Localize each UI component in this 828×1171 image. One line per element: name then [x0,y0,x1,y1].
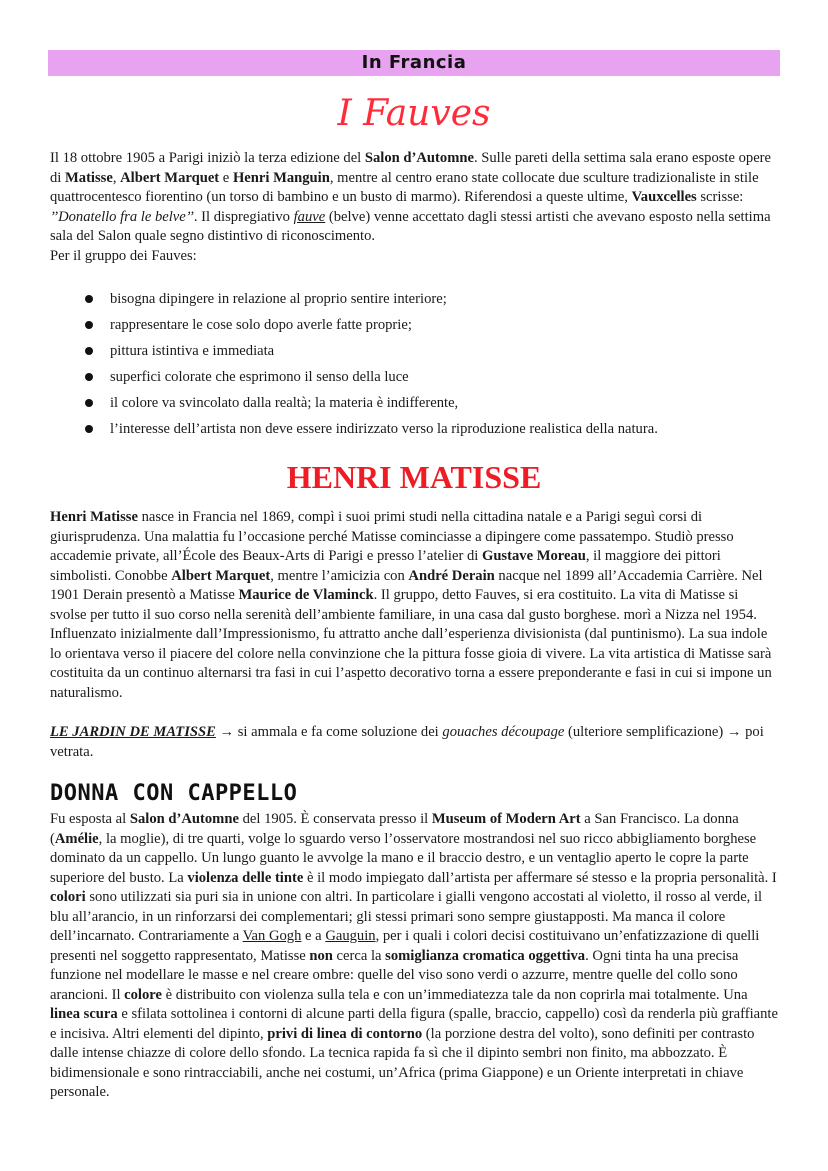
intro-paragraph [50,149,778,266]
bold-span: linea scura [50,1006,118,1022]
list-item: rappresentare le cose solo dopo averle fatte proprie; [85,316,775,342]
text-span: e a [301,928,326,944]
text-span: e sfilata sottolinea i contorni di alcune parti della figura (spalle, braccio, cappello) così da renderla più graffiante e incisiva. Altri elementi del dipinto, [50,1006,778,1042]
bold-span: Salon d’Automne [364,150,474,166]
bold-span: Museum of Modern Art [431,811,581,827]
text-span: cerca la [332,947,386,964]
text-span: (la porzione destra del volto), sono definiti per contrasto dalle intense chiazze di colore dello sfondo. La tecnica rapida fa sì che il dipinto sembri non finito, ma abbozzato. È bidimensionale e sono rintracciabili, anche nei costumi, un’Africa (prima Giappone) e un Oriente interpretati in chiave personale. [50,1025,755,1100]
donna-description [50,810,778,1103]
section-banner [48,50,780,76]
keyword-fauve: fauve [293,208,326,225]
text-span: → si ammala e fa come soluzione dei [215,724,443,740]
bold-span: violenza delle tinte [187,869,304,886]
bold-span: Vauxcelles [631,189,697,205]
text-span: , il maggiore dei pittori simbolisti. Conobbe [50,548,721,584]
jardin-note [50,722,778,762]
text-span: Fu esposta al [50,811,130,827]
text-span: a San Francisco. La donna ( [50,811,739,847]
list-item: bisogna dipingere in relazione al proprio sentire interiore; [85,290,775,316]
text-span: è distribuito con violenza sulla tela e con un’immediatezza tale da non coprirla mai totalmente. Una [161,986,748,1003]
bold-span: colori [50,889,86,905]
bold-span: Henri Matisse [50,509,138,525]
italic-span: gouaches découpage [442,724,565,740]
text-span: Influenzato inizialmente dall’Impressionismo, fu attratto anche dall’esperienza divisionista (dal puntinismo). La sua indole lo orientava verso il piacere del colore nella convinzione che la pittura fosse gioia di vivere. La vita artistica di Matisse sarà costituita da un continuo alternarsi tra fasi in cui l’aspetto decorativo torna a essere preponderante e fasi in cui si impone un naturalismo. [50,626,772,701]
text-span: Il 18 ottobre 1905 a Parigi iniziò la terza edizione del [50,150,365,166]
text-span: nacque nel 1899 all’Accademia Carrière. Nel 1901 Derain presentò a Matisse [50,567,763,603]
matisse-biography [50,508,778,703]
bold-span: Albert Marquet [171,567,271,584]
bold-span: Maurice de Vlaminck [238,587,374,603]
bold-span: Matisse [65,169,113,186]
bold-span: Amélie [54,830,99,847]
bold-span: Gustave Moreau [481,548,586,564]
fauves-principles-list [85,290,775,446]
text-span: è il modo impiegato dall’artista per affermare sé stesso e la propria personalità. I [303,869,777,886]
bold-span: somiglianza cromatica oggettiva [385,947,586,964]
list-intro: Per il gruppo dei Fauves: [50,247,197,264]
banner-title: In Francia [361,52,467,73]
bold-span: André Derain [408,567,495,584]
bold-span: Albert Marquet [120,169,220,186]
text-span: del 1905. È conservata presso il [238,811,432,827]
text-span: sono utilizzati sia puri sia in unione con altri. In particolare i gialli vengono accostati al violetto, il rosso al verde, il blu all’arancio, in un rinforzarsi dei complementari; gli stessi primari sono sempre giustapposti. Ma manca il colore dell’incarnato. Contrariamente a [50,889,763,944]
text-span: (ulteriore semplificazione) → poi vetrata. [50,724,764,760]
bold-span: non [309,947,333,964]
text-span: , mentre al centro erano state collocate due sculture tradizionaliste in stile quattrocentesco fiorentino (un torso di bambino e un busto di marmo). Riferendosi a queste ultime, [50,169,759,205]
text-span: e [219,169,233,186]
text-span: , per i quali i colori decisi costituivano un’enfatizzazione di quelli presenti nel soggetto rappresentato, Matisse [50,928,760,964]
bold-span: Henri Manguin [232,169,330,186]
section-heading-donna: DONNA CON CAPPELLO [50,781,298,806]
list-item: pittura istintiva e immediata [85,342,775,368]
text-span: nasce in Francia nel 1869, compì i suoi primi studi nella cittadina natale e a Parigi seguì corsi di giurisprudenza. Una malattia fu l’occasione perché Matisse cominciasse a dipingere come passatempo. Studiò presso accademie private, all’École des Beaux-Arts di Parigi e presso l’atelier di [50,509,734,564]
section-heading-matisse: HENRI MATISSE [286,459,542,495]
text-span: . Il dispregiativo [193,208,294,225]
text-span: scrisse: [696,189,744,205]
bold-span: privi di linea di contorno [267,1025,423,1042]
text-span: . Il gruppo, detto Fauves, si era costituito. La vita di Matisse si svolse per tutto il suo corso nella serenità dell’ambiente familiare, in una casa dal gusto borghese. morì a Nizza nel 1954. [50,587,757,623]
bold-span: colore [124,986,162,1003]
list-item: superfici colorate che esprimono il senso della luce [85,368,775,394]
jardin-label: LE JARDIN DE MATISSE [50,724,216,740]
list-item: l’interesse dell’artista non deve essere indirizzato verso la riproduzione realistica della natura. [85,420,775,446]
page-title: I Fauves [337,93,491,134]
bold-span: Salon d’Automne [129,811,239,827]
text-span: , mentre l’amicizia con [270,567,409,584]
underlined-span: Van Gogh [242,928,302,944]
underlined-span: Gauguin [325,928,376,944]
text-span: . Ogni tinta ha una precisa funzione nel modellare le masse e nel creare ombre: quelle del viso sono verdi o azzurre, mentre quelle del collo sono arancioni. Il [50,947,739,1003]
quote-span: ’’Donatello fra le belve’’ [50,208,194,225]
text-span: (belve) venne accettato dagli stessi artisti che avevano esposto nella settima sala del Salon quale segno distintivo di riconoscimento. [50,208,771,244]
text-span: , [112,169,121,186]
list-item: il colore va svincolato dalla realtà; la materia è indifferente, [85,394,775,420]
text-span: . Sulle pareti della settima sala erano esposte opere di [50,150,772,186]
text-span: , la moglie), di tre quarti, volge lo sguardo verso l’osservatore mostrandosi nel suo ricco abbigliamento borghese dominato da un cappello. Un lungo guanto le avvolge la mano e il braccio destro, e un ventaglio aperto le copre la parte superiore del busto. La [50,830,757,886]
